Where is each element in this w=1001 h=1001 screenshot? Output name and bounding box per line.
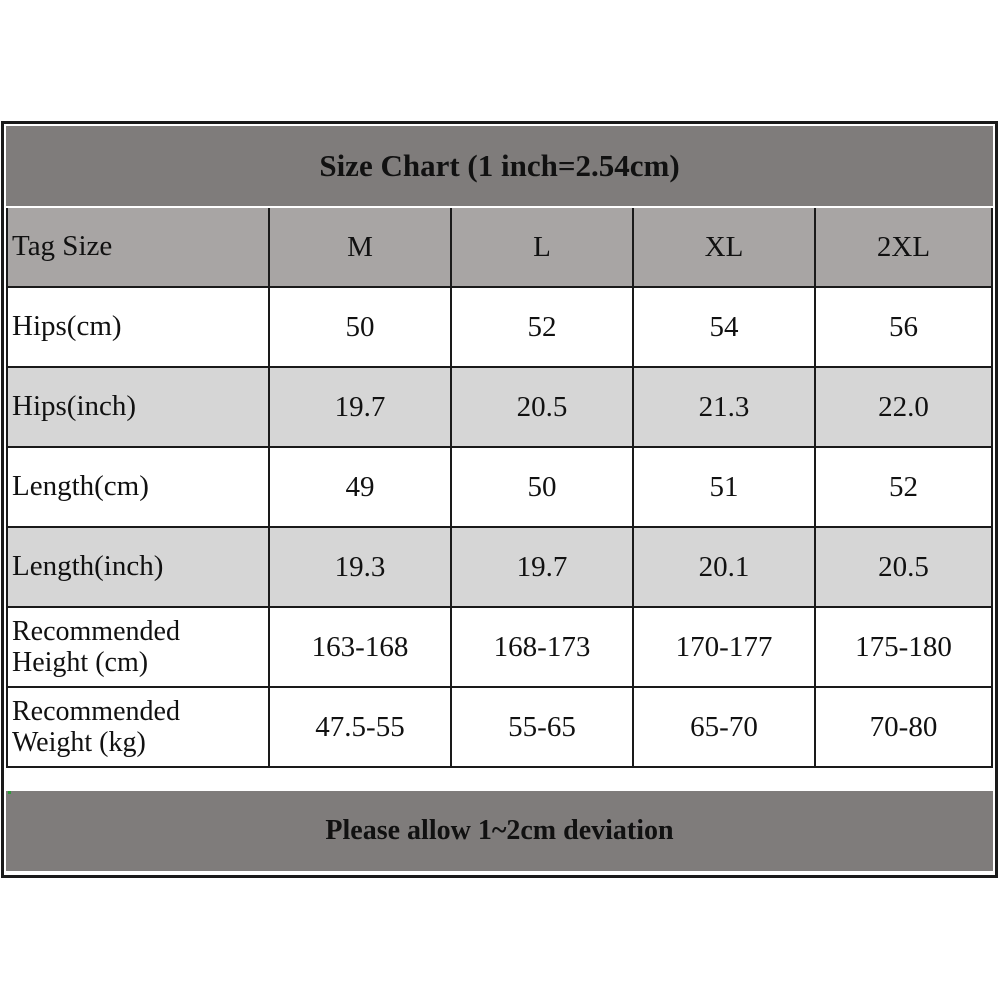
table-cell: 51 [634,448,816,528]
chart-title: Size Chart (1 inch=2.54cm) [6,126,993,206]
size-header-m: M [270,208,452,288]
table-cell: 56 [816,288,993,368]
table-row [6,368,993,448]
table-cell: 19.7 [270,368,452,448]
size-table [6,208,993,768]
table-cell: 50 [452,448,634,528]
corner-mark [8,791,11,794]
tag-size-header: Tag Size [6,208,270,288]
table-cell: 54 [634,288,816,368]
row-label-line: Weight (kg) [12,727,146,758]
row-label: Hips(inch) [6,368,270,448]
table-cell: 168-173 [452,608,634,688]
row-label-line: Height (cm) [12,647,149,678]
table-cell: 52 [452,288,634,368]
row-label: Length(cm) [6,448,270,528]
table-cell: 70-80 [816,688,993,768]
table-cell: 20.5 [452,368,634,448]
table-cell: 20.5 [816,528,993,608]
row-label-line: Recommended [12,695,180,727]
table-cell: 175-180 [816,608,993,688]
table-cell: 21.3 [634,368,816,448]
size-header-l: L [452,208,634,288]
table-row [6,528,993,608]
table-cell: 65-70 [634,688,816,768]
row-label [6,688,270,768]
deviation-note: Please allow 1~2cm deviation [6,791,993,871]
table-row [6,288,993,368]
size-chart [1,121,998,878]
table-cell: 49 [270,448,452,528]
row-label [6,608,270,688]
table-header-row [6,208,993,288]
row-label-line: Recommended [12,615,180,647]
table-cell: 55-65 [452,688,634,768]
row-label: Length(inch) [6,528,270,608]
table-cell: 170-177 [634,608,816,688]
table-row [6,688,993,768]
table-row [6,608,993,688]
table-cell: 163-168 [270,608,452,688]
table-cell: 19.3 [270,528,452,608]
table-cell: 50 [270,288,452,368]
row-label: Hips(cm) [6,288,270,368]
table-cell: 47.5-55 [270,688,452,768]
table-cell: 22.0 [816,368,993,448]
size-header-2xl: 2XL [816,208,993,288]
table-cell: 20.1 [634,528,816,608]
size-header-xl: XL [634,208,816,288]
table-cell: 52 [816,448,993,528]
table-row [6,448,993,528]
table-cell: 19.7 [452,528,634,608]
